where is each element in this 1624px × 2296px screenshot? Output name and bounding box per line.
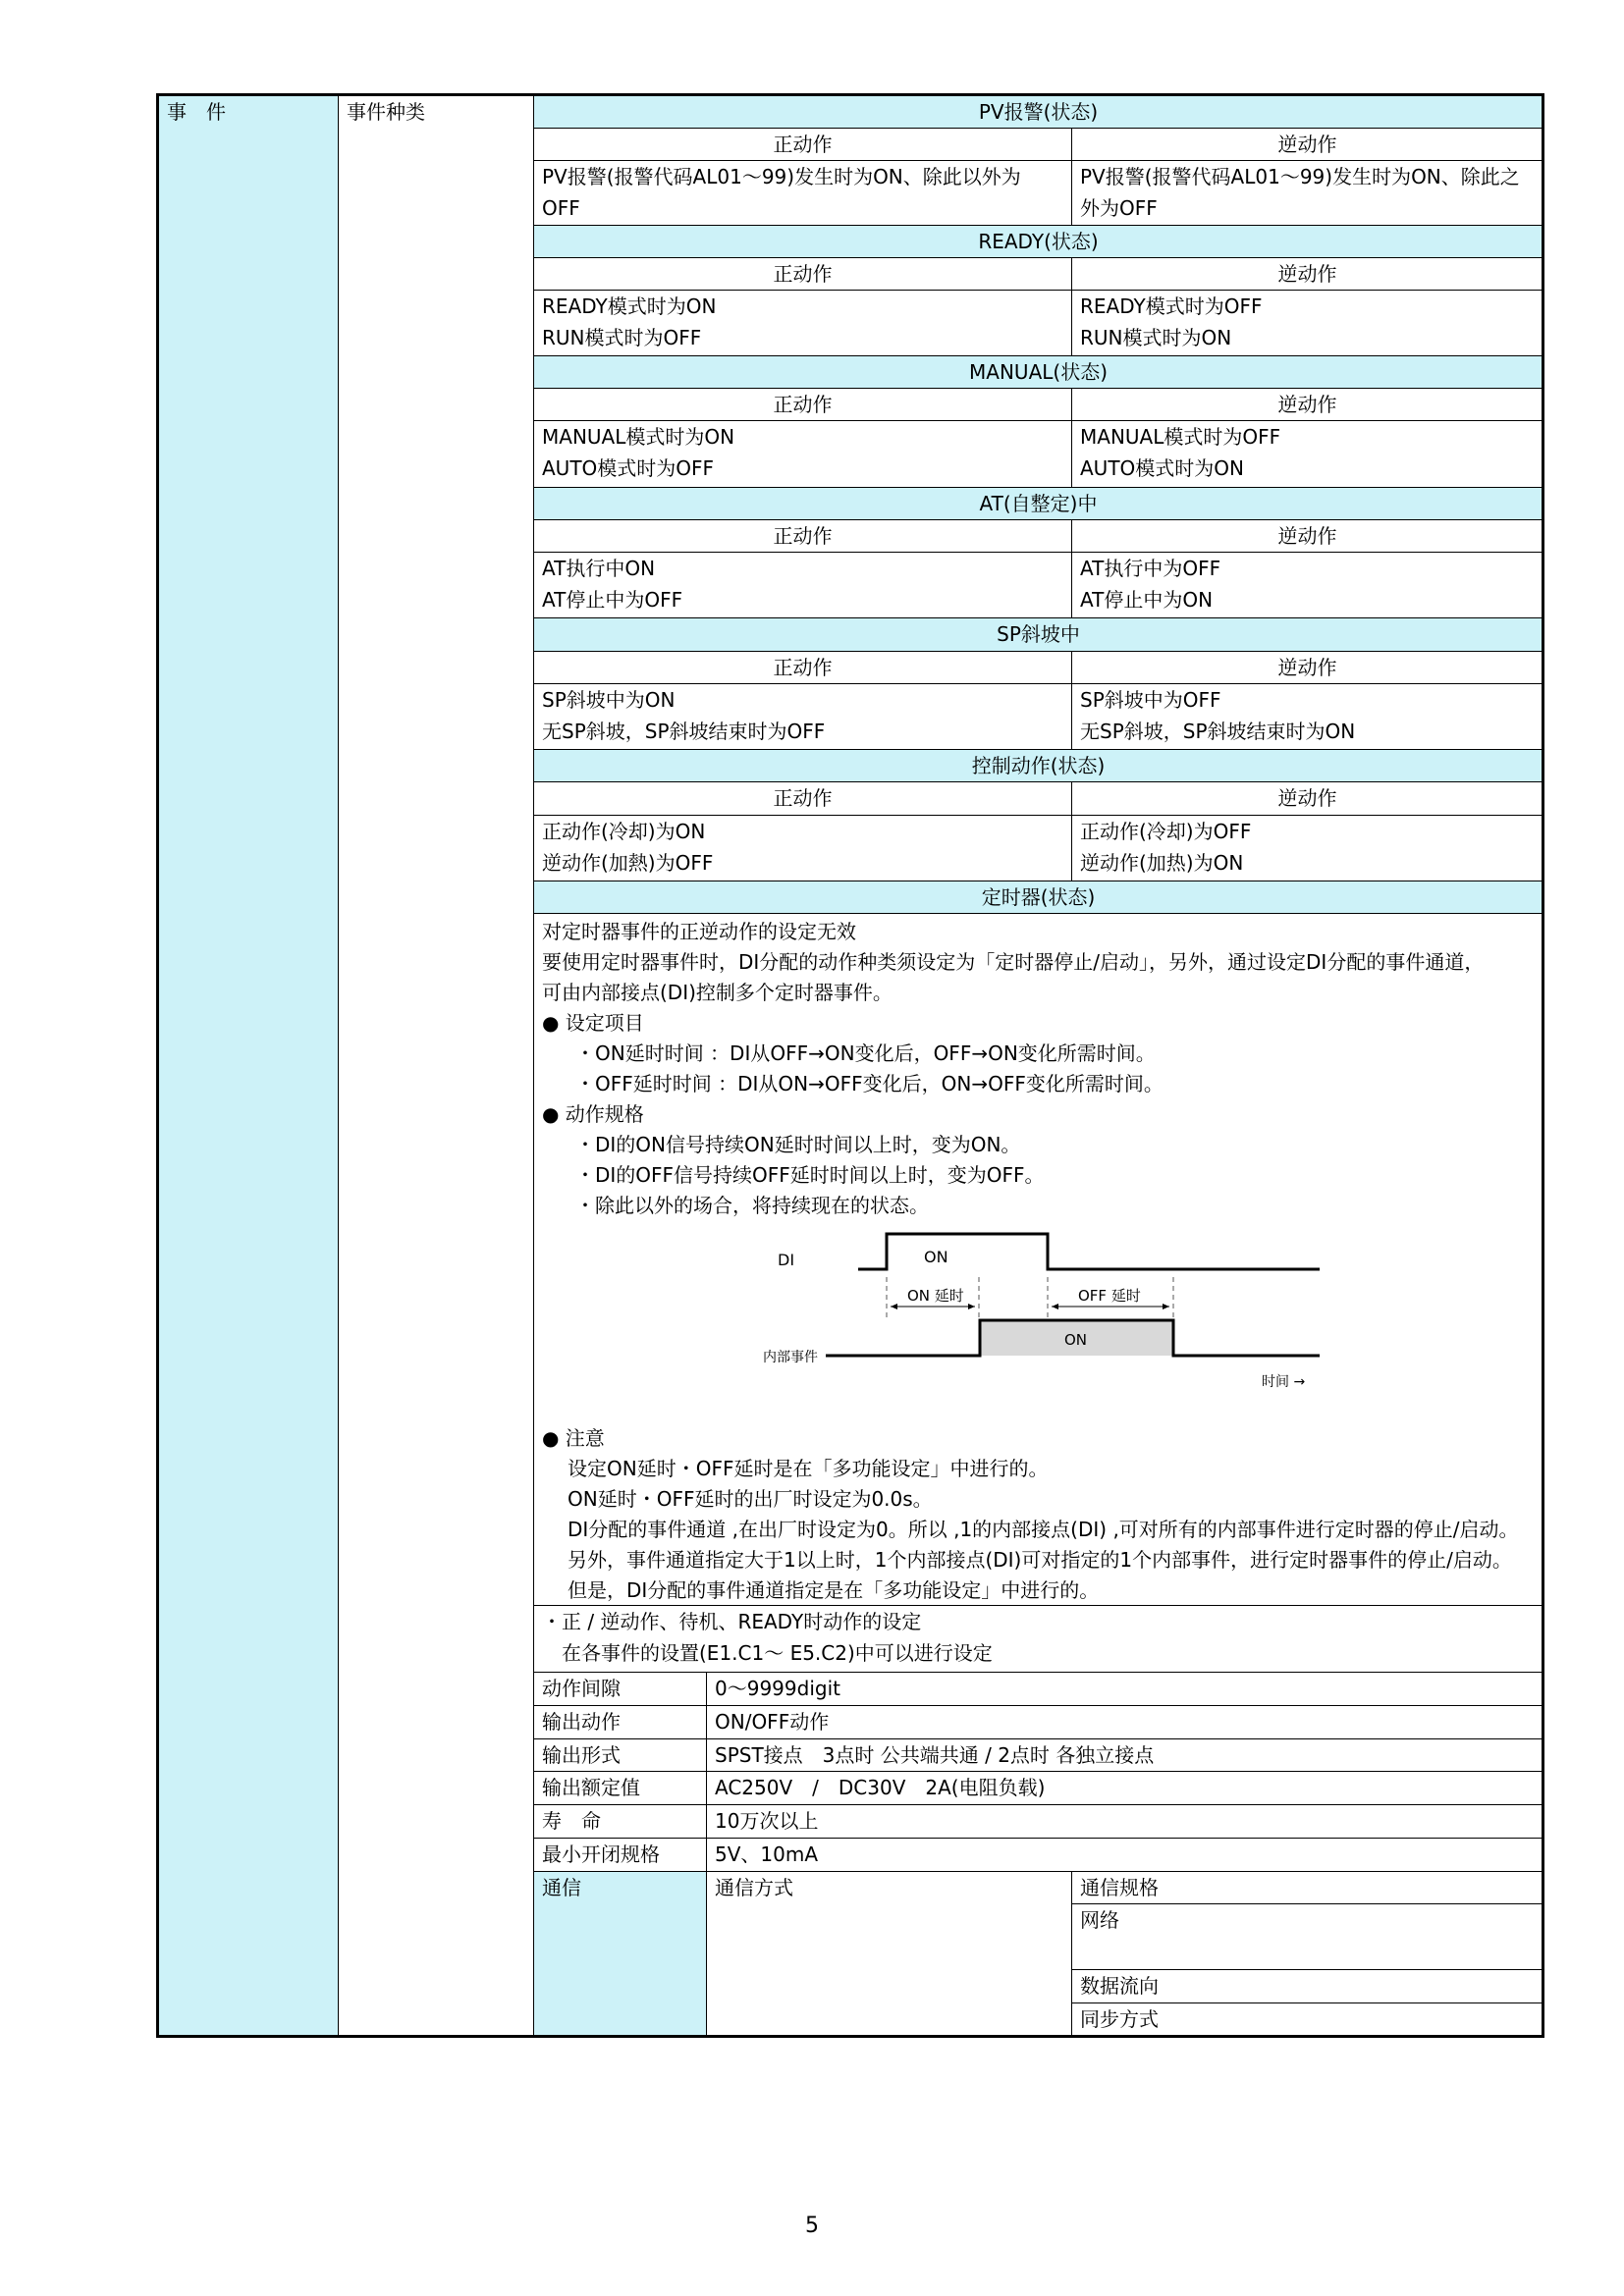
forward-action-desc: AT执行中ON AT停止中为OFF [534, 553, 1072, 618]
action-spec-item: ・DI的OFF信号持续OFF延时时间以上时，变为OFF。 [575, 1163, 1045, 1187]
forward-action-desc: 正动作(冷却)为ON 逆动作(加熱)为OFF [534, 816, 1072, 881]
comm-label: 通信规格 [1072, 1872, 1543, 1904]
timer-intro-line: 对定时器事件的正逆动作的设定无效 [542, 920, 856, 943]
comm-label: 网络 [1072, 1904, 1543, 1970]
spec-label: 最小开闭规格 [534, 1839, 707, 1872]
spec-value: 10万次以上 [707, 1805, 1543, 1839]
action-spec-heading: ● 动作规格 [542, 1102, 644, 1126]
off-delay-label: OFF 延时 [1078, 1287, 1141, 1305]
timer-description [534, 914, 1543, 1606]
note-item: DI分配的事件通道 ,在出厂时设定为0。所以 ,1的内部接点(DI) ,可对所有的内部事件进行定时器的停止/启动。 [568, 1518, 1519, 1541]
spec-value: SPST接点 3点时 公共端共通 / 2点时 各独立接点 [707, 1739, 1543, 1772]
group-title: SP斜坡中 [534, 618, 1543, 652]
page-number: 5 [805, 2214, 819, 2238]
timer-intro-line: 可由内部接点(DI)控制多个定时器事件。 [542, 981, 893, 1004]
spec-label: 输出额定值 [534, 1772, 707, 1805]
action-spec-item: ・除此以外的场合，将持续现在的状态。 [575, 1194, 929, 1217]
forward-action-header: 正动作 [534, 129, 1072, 161]
arrow-head [968, 1304, 975, 1309]
reverse-action-desc: 正动作(冷却)为OFF 逆动作(加热)为ON [1072, 816, 1543, 881]
action-spec-item: ・DI的ON信号持续ON延时时间以上时，变为ON。 [575, 1133, 1021, 1156]
reverse-action-header: 逆动作 [1072, 129, 1543, 161]
setting-item: ・OFF延时时间 ：DI从ON→OFF变化后，ON→OFF变化所需时间。 [575, 1072, 1164, 1095]
spec-label: 寿 命 [534, 1805, 707, 1839]
comm-label: 数据流向 [1072, 1970, 1543, 2003]
arrow-head [1163, 1304, 1169, 1309]
timing-diagram [542, 1226, 1534, 1422]
timer-title: 定时器(状态) [534, 881, 1543, 914]
note-heading: ● 注意 [542, 1426, 605, 1450]
arrow-head [891, 1304, 897, 1309]
reverse-action-header: 逆动作 [1072, 782, 1543, 816]
spec-label: 动作间隙 [534, 1673, 707, 1706]
arrow-head [1052, 1304, 1058, 1309]
reverse-action-desc: PV报警(报警代码AL01～99)发生时为ON、除此之 外为OFF [1072, 161, 1543, 226]
on-delay-label: ON 延时 [907, 1287, 964, 1305]
setting-item: ・ON延时时间 ：DI从OFF→ON变化后，OFF→ON变化所需时间。 [575, 1041, 1156, 1065]
forward-action-header: 正动作 [534, 258, 1072, 291]
internal-on-label: ON [1064, 1331, 1088, 1349]
timer-intro-line: 要使用定时器事件时，DI分配的动作种类须设定为「定时器停止/启动」，另外，通过设定DI分配的事件通道， [542, 950, 1485, 974]
reverse-action-desc: SP斜坡中为OFF 无SP斜坡，SP斜坡结束时为ON [1072, 684, 1543, 750]
forward-action-header: 正动作 [534, 520, 1072, 553]
spec-value: ON/OFF动作 [707, 1706, 1543, 1739]
spec-value: 0～9999digit [707, 1673, 1543, 1706]
group-title: PV报警(状态) [534, 95, 1543, 129]
forward-action-header: 正动作 [534, 782, 1072, 816]
reverse-action-desc: MANUAL模式时为OFF AUTO模式时为ON [1072, 421, 1543, 488]
reverse-action-header: 逆动作 [1072, 389, 1543, 421]
note-item: 另外，事件通道指定大于1以上时，1个内部接点(DI)可对指定的1个内部事件，进行定时器事件的停止/启动。 [568, 1548, 1512, 1572]
note-item: 设定ON延时・OFF延时是在「多功能设定」中进行的。 [568, 1457, 1049, 1480]
comm-label: 同步方式 [1072, 2003, 1543, 2037]
category-communication: 通信 [534, 1872, 707, 2037]
reverse-action-header: 逆动作 [1072, 520, 1543, 553]
forward-action-desc: READY模式时为ON RUN模式时为OFF [534, 291, 1072, 356]
di-on-label: ON [924, 1248, 948, 1266]
forward-action-header: 正动作 [534, 389, 1072, 421]
reverse-action-header: 逆动作 [1072, 258, 1543, 291]
group-title: 控制动作(状态) [534, 750, 1543, 782]
time-axis-label: 时间 → [1262, 1374, 1306, 1390]
reverse-action-desc: AT执行中为OFF AT停止中为ON [1072, 553, 1543, 618]
group-title: MANUAL(状态) [534, 356, 1543, 389]
spec-value: 5V、10mA [707, 1839, 1543, 1872]
reverse-action-header: 逆动作 [1072, 652, 1543, 684]
forward-action-desc: SP斜坡中为ON 无SP斜坡，SP斜坡结束时为OFF [534, 684, 1072, 750]
forward-action-header: 正动作 [534, 652, 1072, 684]
di-signal-label: DI [778, 1251, 795, 1269]
reverse-action-desc: READY模式时为OFF RUN模式时为ON [1072, 291, 1543, 356]
spec-label: 输出动作 [534, 1706, 707, 1739]
forward-action-desc: MANUAL模式时为ON AUTO模式时为OFF [534, 421, 1072, 488]
group-title: AT(自整定)中 [534, 488, 1543, 520]
spec-value: AC250V / DC30V 2A(电阻负载) [707, 1772, 1543, 1805]
note-item: 但是，DI分配的事件通道指定是在「多功能设定」中进行的。 [568, 1578, 1100, 1602]
internal-event-label: 内部事件 [763, 1350, 818, 1365]
subcategory-comm-method: 通信方式 [707, 1872, 1072, 2037]
category-event: 事 件 [158, 95, 339, 2037]
group-title: READY(状态) [534, 226, 1543, 258]
event-setting-note: ・正 / 逆动作、待机、READY时动作的设定 在各事件的设置(E1.C1～ E5.C2)中可以进行设定 [534, 1606, 1543, 1673]
spec-table [156, 93, 1544, 2038]
note-item: ON延时・OFF延时的出厂时设定为0.0s。 [568, 1487, 933, 1511]
setting-items-heading: ● 设定项目 [542, 1011, 644, 1035]
spec-label: 输出形式 [534, 1739, 707, 1772]
forward-action-desc: PV报警(报警代码AL01～99)发生时为ON、除此以外为 OFF [534, 161, 1072, 226]
subcategory-event-type: 事件种类 [339, 95, 534, 2037]
